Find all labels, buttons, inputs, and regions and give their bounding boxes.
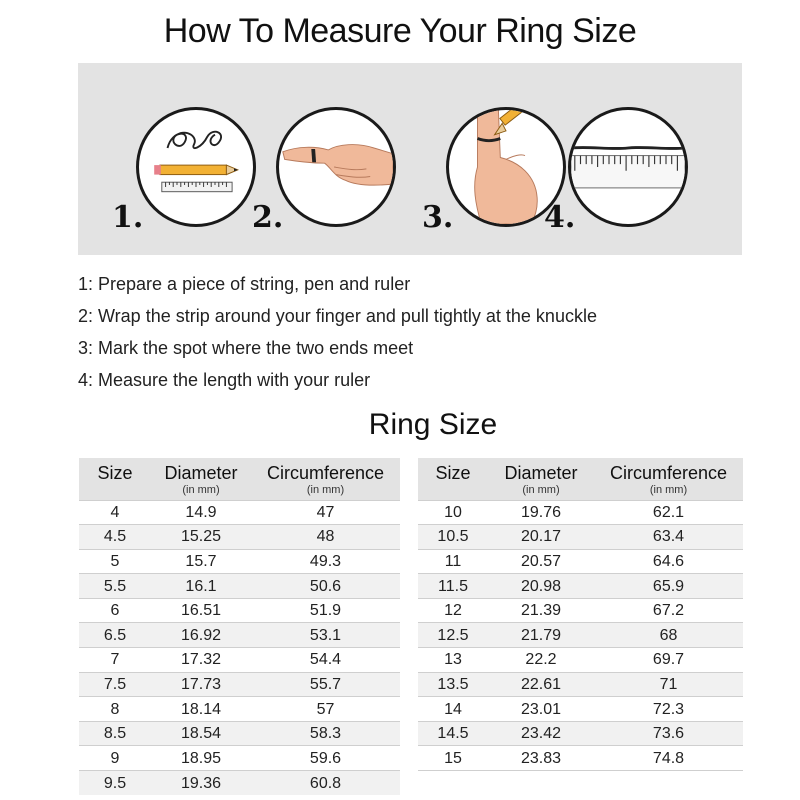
table-row: [79, 525, 400, 550]
circumference-cell: 68: [594, 623, 743, 648]
diameter-cell: 22.2: [488, 648, 594, 673]
circumference-cell: 50.6: [251, 574, 400, 599]
diameter-cell: 16.1: [151, 574, 251, 599]
diameter-cell: 20.17: [488, 525, 594, 550]
circumference-column-header: Circumference (in mm): [594, 458, 743, 500]
table-row: [79, 697, 400, 722]
table-row: [79, 672, 400, 697]
table-row: [418, 574, 743, 599]
size-cell: 7.5: [79, 672, 151, 697]
step-number: 4.: [544, 200, 576, 235]
diameter-cell: 19.36: [151, 771, 251, 796]
size-cell: 4: [79, 500, 151, 525]
table-row: [79, 623, 400, 648]
table-row: [79, 598, 400, 623]
ring-size-table-left: [79, 458, 400, 795]
size-cell: 14.5: [418, 721, 488, 746]
instruction-step: 2: Wrap the strip around your finger and pull tightly at the knuckle: [78, 306, 597, 326]
table-row: [418, 648, 743, 673]
circumference-cell: 62.1: [594, 500, 743, 525]
ring-size-heading: Ring Size: [368, 408, 498, 441]
instruction-step: 1: Prepare a piece of string, pen and ruler: [78, 274, 411, 294]
table-row: [418, 623, 743, 648]
step-number: 3.: [422, 200, 454, 235]
circumference-cell: 53.1: [251, 623, 400, 648]
circumference-cell: 74.8: [594, 746, 743, 771]
diameter-cell: 14.9: [151, 500, 251, 525]
size-cell: 7: [79, 648, 151, 673]
diameter-cell: 16.51: [151, 598, 251, 623]
diameter-cell: 23.42: [488, 721, 594, 746]
diameter-cell: 23.01: [488, 697, 594, 722]
instruction-step: 3: Mark the spot where the two ends meet: [78, 338, 414, 358]
circumference-cell: 49.3: [251, 549, 400, 574]
diameter-cell: 19.76: [488, 500, 594, 525]
table-row: [418, 549, 743, 574]
table-row: [418, 672, 743, 697]
size-cell: 5.5: [79, 574, 151, 599]
table-header-row: [418, 458, 743, 500]
circumference-cell: 47: [251, 500, 400, 525]
size-cell: 15: [418, 746, 488, 771]
size-cell: 5: [79, 549, 151, 574]
size-cell: 9.5: [79, 771, 151, 796]
diameter-cell: 21.39: [488, 598, 594, 623]
circumference-cell: 64.6: [594, 549, 743, 574]
step-4: [544, 107, 688, 235]
table-row: [418, 525, 743, 550]
diameter-cell: 17.73: [151, 672, 251, 697]
steps-panel: [78, 63, 742, 255]
table-row: [418, 598, 743, 623]
circumference-cell: 72.3: [594, 697, 743, 722]
table-row: [79, 549, 400, 574]
diameter-cell: 16.92: [151, 623, 251, 648]
size-cell: 13: [418, 648, 488, 673]
size-cell: 10.5: [418, 525, 488, 550]
diameter-cell: 15.25: [151, 525, 251, 550]
circumference-cell: 63.4: [594, 525, 743, 550]
ring-size-table-right: [418, 458, 743, 795]
table-row: [418, 721, 743, 746]
table-row: [79, 500, 400, 525]
circumference-cell: 57: [251, 697, 400, 722]
table-row: [79, 574, 400, 599]
size-cell: 13.5: [418, 672, 488, 697]
table-body: [79, 500, 400, 795]
table-row: [79, 746, 400, 771]
table-header-row: [79, 458, 400, 500]
size-cell: 4.5: [79, 525, 151, 550]
diameter-column-header: Diameter (in mm): [488, 458, 594, 500]
size-column-header: Size: [79, 458, 151, 500]
circumference-cell: 59.6: [251, 746, 400, 771]
size-cell: 11.5: [418, 574, 488, 599]
circumference-cell: 48: [251, 525, 400, 550]
size-cell: 11: [418, 549, 488, 574]
diameter-column-header: Diameter (in mm): [151, 458, 251, 500]
step-number: 2.: [252, 200, 284, 235]
size-cell: 9: [79, 746, 151, 771]
instruction-step: 4: Measure the length with your ruler: [78, 370, 371, 390]
diameter-cell: 20.98: [488, 574, 594, 599]
diameter-cell: [488, 771, 594, 796]
circumference-cell: 54.4: [251, 648, 400, 673]
diameter-cell: 15.7: [151, 549, 251, 574]
circumference-column-header: Circumference (in mm): [251, 458, 400, 500]
string-pencil-ruler-icon: [136, 107, 256, 227]
size-column-header: Size: [418, 458, 488, 500]
table-row: [418, 697, 743, 722]
size-cell: 6.5: [79, 623, 151, 648]
size-cell: [418, 771, 488, 796]
table-row: [418, 500, 743, 525]
circumference-cell: 67.2: [594, 598, 743, 623]
diameter-cell: 18.54: [151, 721, 251, 746]
measure-with-ruler-icon: [568, 107, 688, 227]
table-row: [79, 721, 400, 746]
diameter-cell: 18.95: [151, 746, 251, 771]
circumference-cell: 65.9: [594, 574, 743, 599]
size-cell: 10: [418, 500, 488, 525]
size-cell: 12.5: [418, 623, 488, 648]
size-cell: 12: [418, 598, 488, 623]
table-row: [418, 771, 743, 796]
circumference-cell: 58.3: [251, 721, 400, 746]
size-cell: 8: [79, 697, 151, 722]
diameter-cell: 21.79: [488, 623, 594, 648]
circumference-cell: 55.7: [251, 672, 400, 697]
circumference-cell: 73.6: [594, 721, 743, 746]
diameter-cell: 17.32: [151, 648, 251, 673]
page-title: How To Measure Your Ring Size: [163, 12, 637, 50]
circumference-cell: 71: [594, 672, 743, 697]
instructions-list: [78, 273, 758, 401]
step-2: [252, 107, 396, 235]
diameter-cell: 22.61: [488, 672, 594, 697]
table-body: [418, 500, 743, 795]
step-number: 1.: [112, 200, 144, 235]
table-row: [418, 746, 743, 771]
table-row: [79, 648, 400, 673]
diameter-cell: 20.57: [488, 549, 594, 574]
size-cell: 8.5: [79, 721, 151, 746]
step-1: [112, 107, 256, 235]
circumference-cell: 69.7: [594, 648, 743, 673]
circumference-cell: 60.8: [251, 771, 400, 796]
diameter-cell: 23.83: [488, 746, 594, 771]
size-cell: 14: [418, 697, 488, 722]
diameter-cell: 18.14: [151, 697, 251, 722]
finger-with-ring-icon: [276, 107, 396, 227]
circumference-cell: [594, 771, 743, 796]
table-row: [79, 771, 400, 796]
size-cell: 6: [79, 598, 151, 623]
circumference-cell: 51.9: [251, 598, 400, 623]
